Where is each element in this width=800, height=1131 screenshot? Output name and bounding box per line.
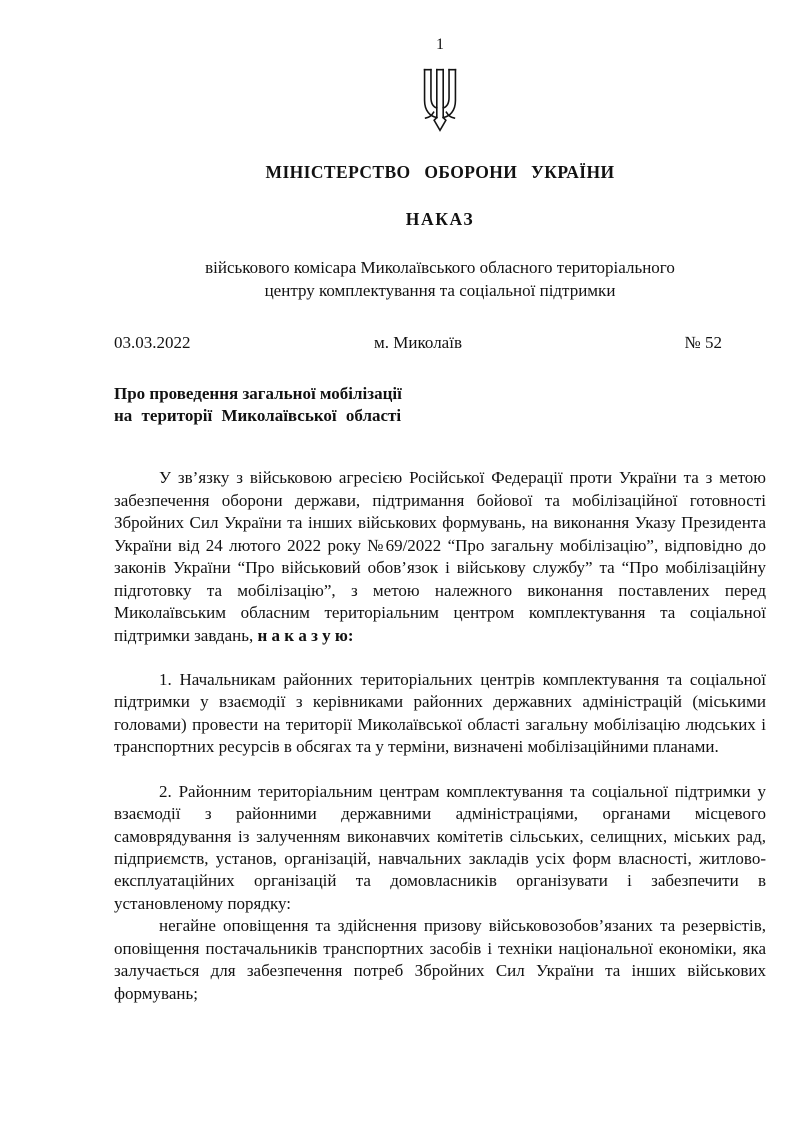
paragraph-text: 1. Начальникам районних територіальних центрів комплектування та соціальної підтримки у взаємодії з керівниками районних державних адміністрацій (міськими головами) провести на території Миколаївської області загальну мобілізацію людських і транспортних ресурсів в обсягах та у терміни, визначені мобілізаційними планами. — [114, 669, 766, 757]
subject-line-2: на території Миколаївської області — [114, 406, 402, 426]
body-paragraph-2-continuation — [114, 915, 766, 1005]
document-type-title: НАКАЗ — [405, 209, 475, 230]
paragraph-text: негайне оповіщення та здійснення призову військовозобов’язаних та резервістів, оповіщення постачальників транспортних засобів і техніки національної економіки, яка залучається для забезпечення потреб Збройних Сил України та інших військових формувань; — [114, 916, 766, 1003]
trident-icon — [416, 67, 464, 133]
ukraine-trident-emblem — [114, 67, 766, 135]
document-number: № 52 — [684, 333, 723, 353]
document-date: 03.03.2022 — [114, 333, 191, 353]
body-paragraph-intro — [114, 467, 766, 647]
issuer-block — [114, 257, 766, 302]
body-paragraph-1 — [114, 669, 766, 759]
document-meta-row — [114, 332, 766, 354]
order-keyword: н а к а з у ю: — [257, 625, 354, 645]
issuer-line-1: військового комісара Миколаївського обласного територіального — [205, 258, 675, 278]
paragraph-text: У зв’язку з військовою агресією Російської Федерації проти України та з метою забезпечення оборони держави, підтримання бойової та мобілізаційної готовності Збройних Сил України та інших військових формувань, на виконання Указу Президента України від 24 лютого 2022 року №69/2022 “Про загальну мобілізацію”, відповідно до законів України “Про військовий обов’язок і військову службу” та “Про мобілізаційну підготовку та мобілізацію”, з метою належного виконання поставлених перед Миколаївським обласним територіальним центром комплектування та соціальної підтримки завдань, — [114, 468, 766, 645]
paragraph-text: 2. Районним територіальним центрам комплектування та соціальної підтримки у взаємодії з районними державними адміністраціями, органами місцевого самоврядування із залученням виконавчих комітетів сільських, селищних, міських рад, підприємств, установ, організацій, навчальних закладів усіх форм власності, житлово-експлуатаційних організацій та домовласників організувати і забезпечити в установленому порядку: — [114, 781, 766, 913]
page-number: 1 — [436, 36, 444, 53]
issuer-line-2: центру комплектування та соціальної підтримки — [264, 280, 616, 300]
document-body — [114, 467, 766, 1005]
ministry-title: МІНІСТЕРСТВО ОБОРОНИ УКРАЇНИ — [265, 162, 615, 183]
subject-line-1: Про проведення загальної мобілізації — [114, 383, 402, 403]
body-paragraph-2 — [114, 781, 766, 916]
subject-block — [114, 383, 766, 428]
document-place: м. Миколаїв — [374, 333, 462, 353]
